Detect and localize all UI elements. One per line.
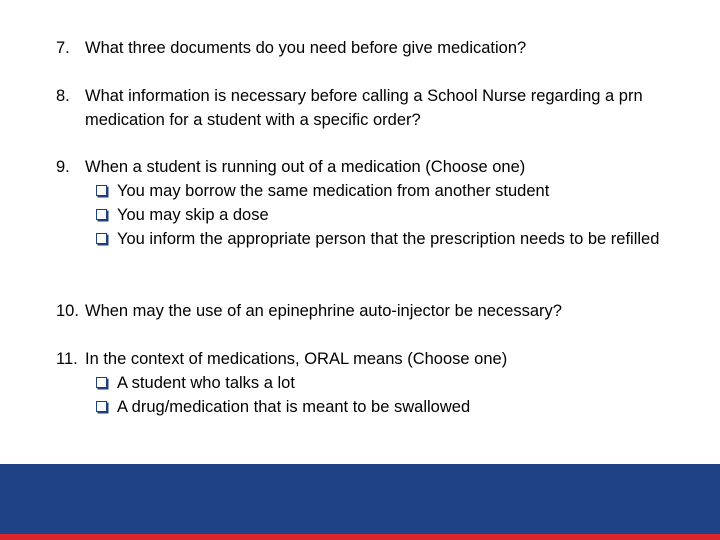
- option-item[interactable]: [56, 203, 689, 227]
- option-label: A drug/medication that is meant to be swallowed: [117, 398, 471, 416]
- question-text: What three documents do you need before give medication?: [85, 39, 527, 57]
- question-7: [56, 36, 705, 60]
- checkbox-icon[interactable]: [96, 377, 107, 388]
- options-list: [56, 179, 705, 251]
- option-item[interactable]: [56, 371, 689, 395]
- question-text: When a student is running out of a medication (Choose one): [85, 158, 526, 176]
- option-label: You inform the appropriate person that the prescription needs to be refilled: [117, 230, 660, 248]
- question-text: What information is necessary before calling a School Nurse regarding a prn medication for a student with a specific order?: [85, 87, 643, 129]
- option-item[interactable]: [56, 179, 689, 203]
- question-text: When may the use of an epinephrine auto-injector be necessary?: [85, 302, 562, 320]
- question-9: [56, 155, 705, 251]
- question-8: [56, 84, 705, 132]
- question-text: In the context of medications, ORAL means (Choose one): [85, 350, 508, 368]
- checkbox-icon[interactable]: [96, 209, 107, 220]
- checkbox-icon[interactable]: [96, 401, 107, 412]
- option-item[interactable]: [56, 227, 689, 251]
- question-10: [56, 299, 705, 323]
- options-list: [56, 371, 705, 419]
- footer-bar: [0, 464, 720, 534]
- checkbox-icon[interactable]: [96, 233, 107, 244]
- question-11: [56, 347, 705, 419]
- question-number: 9.: [56, 158, 70, 176]
- question-number: 8.: [56, 87, 70, 105]
- question-number: 11.: [56, 350, 78, 368]
- option-label: You may skip a dose: [117, 206, 269, 224]
- checkbox-icon[interactable]: [96, 185, 107, 196]
- question-number: 7.: [56, 39, 70, 57]
- option-item[interactable]: [56, 395, 689, 419]
- footer-accent-line: [0, 534, 720, 540]
- question-number: 10.: [56, 302, 79, 320]
- option-label: A student who talks a lot: [117, 374, 295, 392]
- option-label: You may borrow the same medication from another student: [117, 182, 550, 200]
